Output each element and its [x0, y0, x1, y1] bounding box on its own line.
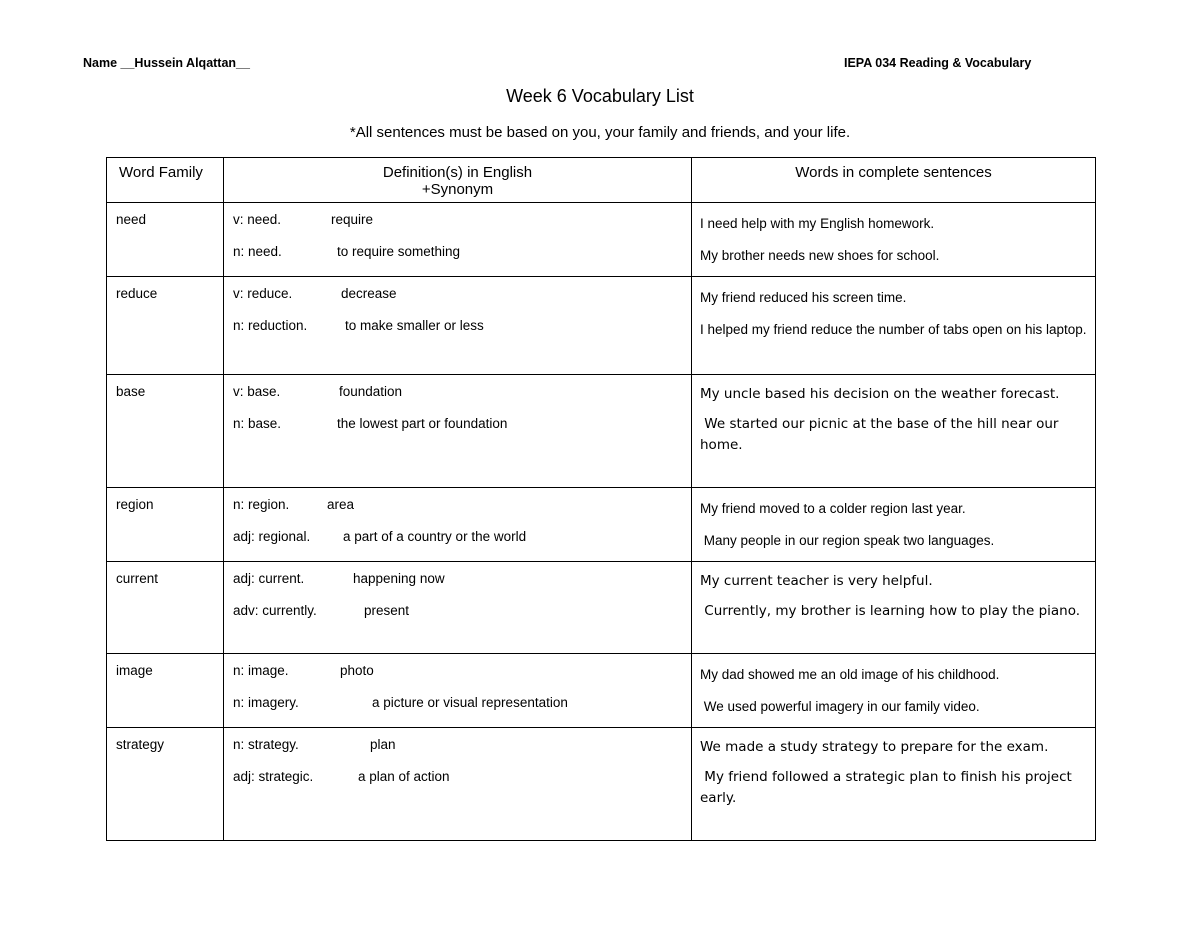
table-row: [107, 375, 1096, 488]
sentences-cell: My dad showed me an old image of his childhood. We used powerful imagery in our family video.: [692, 654, 1096, 728]
sentences-cell: We made a study strategy to prepare for the exam. My friend followed a strategic plan to finish his project early.: [692, 728, 1096, 841]
word-cell: need: [107, 203, 224, 277]
table-row: [107, 728, 1096, 841]
word-cell: region: [107, 488, 224, 562]
table-row: [107, 277, 1096, 375]
definition-cell: n: region. area adj: regional. a part of a country or the world: [224, 488, 692, 562]
sentences-cell: My uncle based his decision on the weather forecast. We started our picnic at the base of the hill near our home.: [692, 375, 1096, 488]
table-row: [107, 562, 1096, 654]
header-definitions: Definition(s) in English +Synonym: [224, 158, 692, 203]
page-title: Week 6 Vocabulary List: [506, 86, 694, 106]
word-cell: base: [107, 375, 224, 488]
header-sentences: Words in complete sentences: [692, 158, 1096, 203]
course-title: IEPA 034 Reading & Vocabulary: [844, 56, 1032, 70]
sentences-cell: I need help with my English homework. My brother needs new shoes for school.: [692, 203, 1096, 277]
definition-cell: v: base. foundation n: base. the lowest part or foundation: [224, 375, 692, 488]
student-name: Name __Hussein Alqattan__: [83, 56, 250, 70]
word-cell: image: [107, 654, 224, 728]
table-header-row: [107, 158, 1096, 203]
header-word-family: Word Family: [107, 158, 224, 203]
sentences-cell: My current teacher is very helpful. Currently, my brother is learning how to play the piano.: [692, 562, 1096, 654]
word-cell: current: [107, 562, 224, 654]
instructions: *All sentences must be based on you, your family and friends, and your life.: [349, 124, 851, 141]
word-cell: reduce: [107, 277, 224, 375]
sentences-cell: My friend reduced his screen time. I helped my friend reduce the number of tabs open on his laptop.: [692, 277, 1096, 375]
vocabulary-table: [106, 157, 1096, 841]
definition-cell: v: need. require n: need. to require something: [224, 203, 692, 277]
table-row: [107, 488, 1096, 562]
table-row: [107, 203, 1096, 277]
sentences-cell: My friend moved to a colder region last year. Many people in our region speak two languages.: [692, 488, 1096, 562]
definition-cell: n: image. photo n: imagery. a picture or visual representation: [224, 654, 692, 728]
definition-cell: v: reduce. decrease n: reduction. to make smaller or less: [224, 277, 692, 375]
word-cell: strategy: [107, 728, 224, 841]
definition-cell: adj: current. happening now adv: currently. present: [224, 562, 692, 654]
table-row: [107, 654, 1096, 728]
definition-cell: n: strategy. plan adj: strategic. a plan of action: [224, 728, 692, 841]
